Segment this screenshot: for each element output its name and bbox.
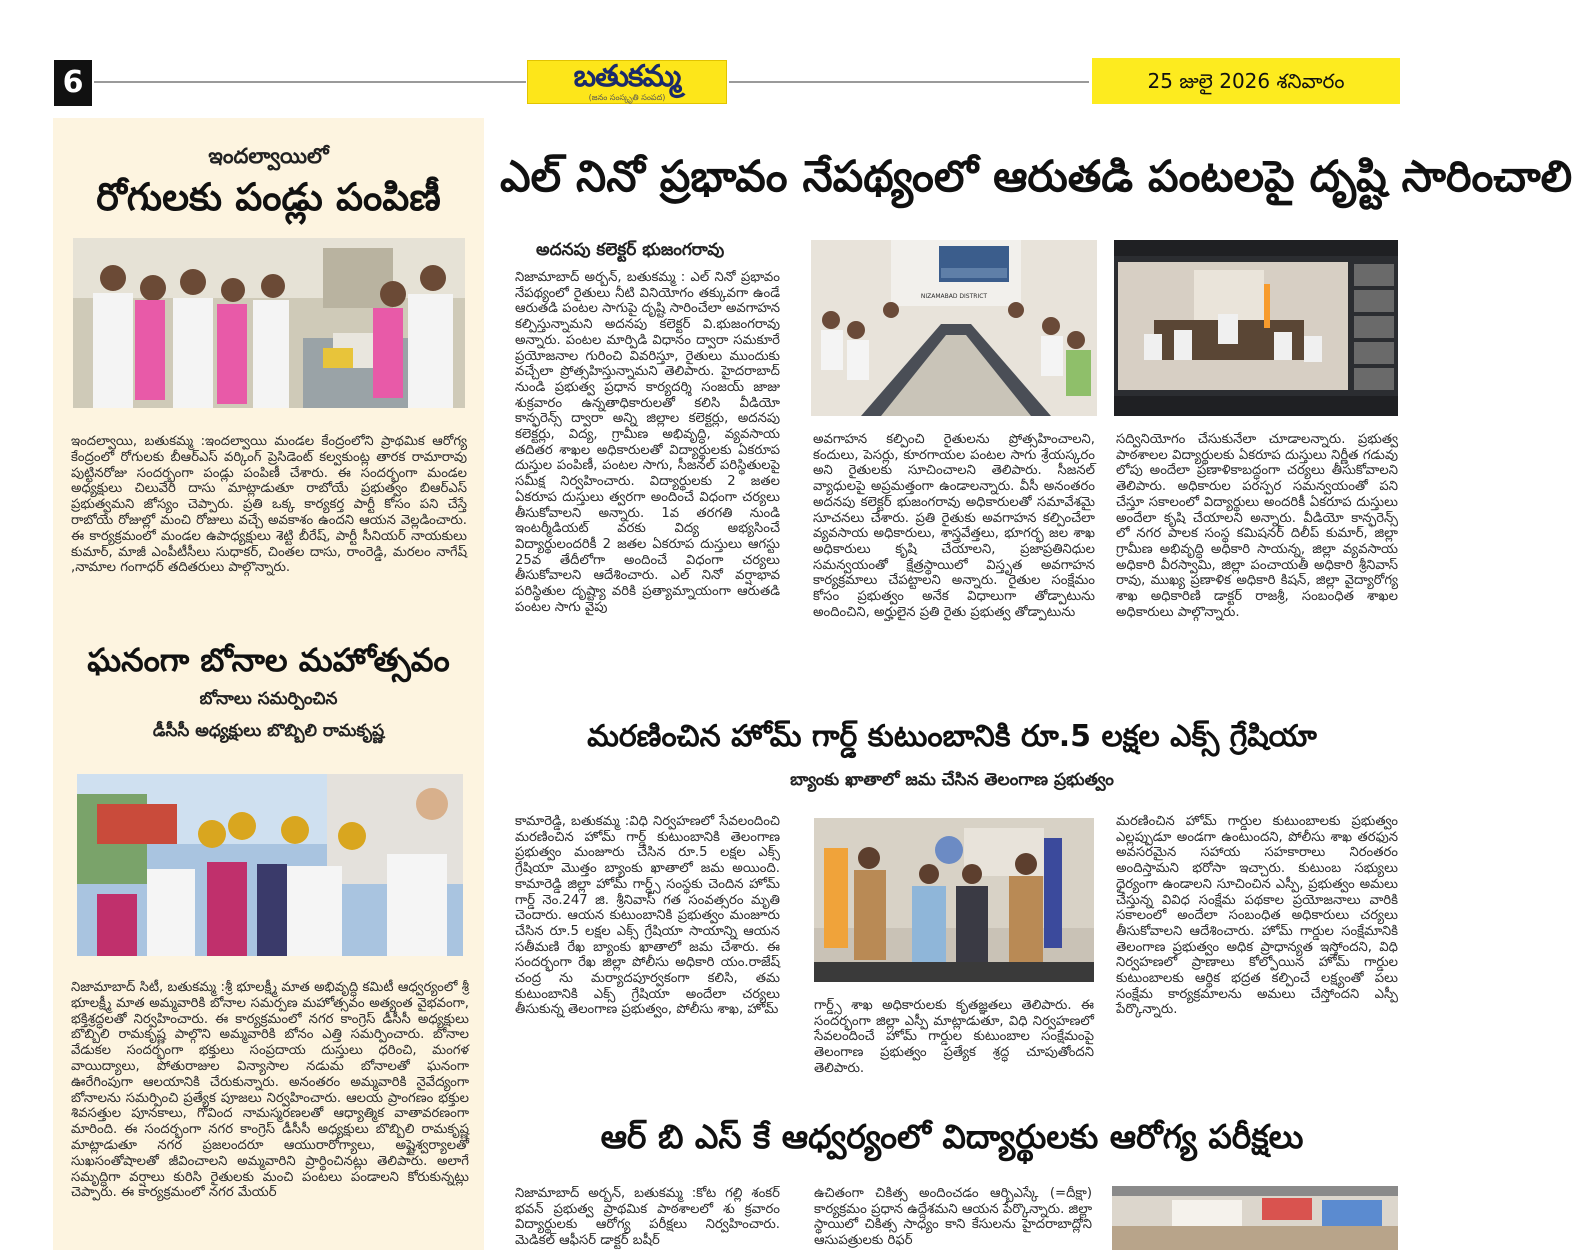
page-number: 6 (54, 60, 92, 106)
story2-body: నిజామాబాద్ సిటీ, బతుకమ్మ :శ్రీ భూలక్ష్మీ మాత అభివృద్ధి కమిటీ ఆధ్వర్యంలో శ్రీ భూలక్ష్మీ మాత అమ్మవారికి బోనాల సమర్పణ మహోత్సవం అత్యంత వైభవంగా, భక్తిశ్రద్ధలతో నిర్వహించారు. ఈ కార్యక్రమంలో నగర కాంగ్రెస్ డీసీసీ అధ్యక్షులు బొబ్బిలి రామకృష్ణ పాల్గొని అమ్మవారికి బోనం ఎత్తి సమర్పించారు. బోనాల వేడుకల సందర్భంగా భక్తులు సంప్రదాయ దుస్తులు ధరించి, మంగళ వాయిద్యాలు, పోతురాజుల విన్యాసాల నడుమ బోనాలతో ఘనంగా ఊరేగింపుగా ఆలయానికి చేరుకున్నారు. అనంతరం అమ్మవారికి నైవేద్యంగా బోనాలను సమర్పించి ప్రత్యేక పూజలు నిర్వహించారు. ఆలయ ప్రాంగణం భక్తుల శివసత్తుల పూనకాలు, గోవింద నామస్మరణలతో ఆధ్యాత్మిక వాతావరణంగా మారింది. ఈ సందర్భంగా నగర కాంగ్రెస్ డీసీసీ అధ్యక్షులు బొబ్బిలి రామకృష్ణ మాట్లాడుతూ నగర ప్రజలందరూ ఆయురారోగ్యాలు, అష్టైశ్వర్యాలతో సుఖసంతోషాలతో జీవించాలని అమ్మవారిని ప్రార్థించినట్లు తెలిపారు. అలాగే సమృద్ధిగా వర్షాలు కురిసి రైతులకు మంచి పంటలు పండాలని కోరుకున్నట్లు చెప్పారు. ఈ కార్యక్రమంలో నగర మేయర్ (71, 980, 469, 1201)
story3-col2: అవగాహన కల్పించి రైతులను ప్రోత్సహించాలని, కందులు, పెసర్లు, కూరగాయల పంటల సాగు శ్రేయస్కరం అని రైతులకు సూచించాలని తెలిపారు. సీజనల్ వ్యాధులపై అప్రమత్తంగా ఉండాలన్నారు. వీసీ అనంతరం అదనపు కలెక్టర్ భుజంగరావు అధికారులతో సమావేశమై సూచనలు చేశారు. ప్రతి రైతుకు అవగాహన కల్పించేలా వ్యవసాయ అధికారులు, శాస్త్రవేత్తలు, భూగర్భ జల శాఖ అధికారులు కృషి చేయాలని, ప్రజాప్రతినిధుల సమన్వయంతో క్షేత్రస్థాయిలో విస్తృత అవగాహన కార్యక్రమాలు చేపట్టాలని అన్నారు. రైతుల సంక్షేమం కోసం ప్రభుత్వం అనేక విధాలుగా తోడ్పాటును అందించిని, అర్హులైన ప్రతి రైతు ప్రభుత్వ తోడ్పాటును (813, 432, 1095, 620)
story1-body: ఇందల్వాయి, బతుకమ్మ :ఇందల్వాయి మండల కేంద్రంలోని ప్రాథమిక ఆరోగ్య కేంద్రంలో రోగులకు బీఆర్ఎస్ వర్కింగ్ ప్రెసిడెంట్ కల్వకుంట్ల తారక రామారావు పుట్టినరోజు సందర్భంగా పండ్లు పంపిణీ చేశారు. ఈ సందర్భంగా మండల అధ్యక్షులు చిలువేరి దాసు మాట్లాడుతూ రాబోయే ప్రభుత్వం బిఆర్ఎస్ ప్రభుత్వమని జోస్యం చెప్పారు. ప్రతి ఒక్క కార్యకర్త పార్టీ కోసం పని చేస్తే రాబోయే రోజుల్లో మంచి రోజులు వచ్చే అవకాశం ఉందని ఆయన వెల్లడించారు. ఈ కార్యక్రమంలో మండల ఉపాధ్యక్షులు శెట్టి బీరేష్, పార్టీ సీనియర్ నాయకులు కుమార్, మాజీ ఎంపీటీసీలు సుధాకర్, చింతల దాసు, రాంరెడ్డి, మరలం నాగేష్ ,నామాల గంగాధర్ తదితరులు పాల్గొన్నారు. (71, 434, 467, 576)
story3-col1: నిజామాబాద్ అర్బన్, బతుకమ్మ : ఎల్ నినో ప్రభావం నేపథ్యంలో రైతులు నీటి వినియోగం తక్కువగా ఉండే ఆరుతడి పంటల సాగుపై దృష్టి సారించేలా అవగాహన కల్పిస్తున్నామని అదనపు కలెక్టర్ వి.భుజంగరావు అన్నారు. పంటల మార్పిడి విధానం ద్వారా సమకూరే ప్రయోజనాల గురించి వివరిస్తూ, రైతులు ముందుకు వచ్చేలా ప్రోత్సహిస్తున్నామని తెలిపారు. హైదరాబాద్ నుండి ప్రభుత్వ ప్రధాన కార్యదర్శి సంజయ్ జాజు శుక్రవారం ఉన్నతాధికారులతో కలిసి వీడియో కాన్ఫరెన్స్ ద్వారా అన్ని జిల్లాల కలెక్టర్లు, అదనపు కలెక్టర్లు, విద్య, గ్రామీణ అభివృద్ధి, వ్యవసాయ తదితర శాఖల అధికారులతో విద్యార్థులకు ఏకరూప దుస్తుల పంపిణీ, పంటల సాగు, సీజనల్ పరిస్థితులపై సమీక్ష నిర్వహించారు. విద్యార్థులకు 2 జతల ఏకరూప దుస్తులు త్వరగా అందించే విధంగా చర్యలు తీసుకోవాలని అన్నారు. 1వ తరగతి నుండి ఇంటర్మీడియట్ వరకు విద్య అభ్యసించే విద్యార్థులందరికీ 2 జతల ఏకరూప దుస్తులు ఆగస్టు 25వ తేదీలోగా అందించే విధంగా చర్యలు తీసుకోవాలని ఆదేశించారు. ఎల్ నినో వర్షాభావ పరిస్థితుల దృష్ట్యా వరికి ప్రత్యామ్నాయంగా ఆరుతడి పంటల సాగు వైపు (515, 270, 780, 615)
story4-col3: మరణించిన హోమ్ గార్డుల కుటుంబాలకు ప్రభుత్వం ఎల్లప్పుడూ అండగా ఉంటుందని, పోలీసు శాఖ తరఫున అవసరమైన సహాయ సహకారాలు నిరంతరం అందిస్తామని భరోసా ఇచ్చారు. కుటుంబ సభ్యులు ధైర్యంగా ఉండాలని సూచించిన ఎస్పీ, ప్రభుత్వం అమలు చేస్తున్న వివిధ సంక్షేమ పథకాల ప్రయోజనాలు వారికి సకాలంలో అందేలా సంబంధిత అధికారులు చర్యలు తీసుకోవాలని ఆదేశించారు. హోమ్ గార్డుల సంక్షేమానికి తెలంగాణ ప్రభుత్వం అధిక ప్రాధాన్యత ఇస్తోందని, విధి నిర్వహణలో ప్రాణాలు కోల్పోయిన హోమ్ గార్డుల కుటుంబాలకు ఆర్థిక భద్రత కల్పించే లక్ష్యంతో పలు సంక్షేమ కార్యక్రమాలను అమలు చేస్తోందని ఎస్పీ పేర్కొన్నారు. (1116, 814, 1398, 1018)
header-rule-left (94, 81, 526, 83)
story4-headline: మరణించిన హోమ్ గార్డ్ కుటుంబానికి రూ.5 లక్షల ఎక్స్ గ్రేషియా (587, 719, 1317, 754)
story5-col2: ఉచితంగా చికిత్స అందించడం ఆర్బిఎస్కే (=దీక్షా) కార్యక్రమం ప్రధాన ఉద్దేశమని ఆయన పేర్కొన్నారు. జిల్లా స్థాయిలో చికిత్స సాధ్యం కాని కేసులను హైదరాబాద్లోని ఆసుపత్రులకు రిఫర్ (814, 1186, 1092, 1249)
story3-photo-banner: NIZAMABAD DISTRICT (920, 293, 988, 300)
story4-col1: కామారెడ్డి, బతుకమ్మ :విధి నిర్వహణలో సేవలందించి మరణించిన హోమ్ గార్డ్ కుటుంబానికి తెలంగాణ ప్రభుత్వం మంజూరు చేసిన రూ.5 లక్షల ఎక్స్ గ్రేషియా మొత్తం బ్యాంకు ఖాతాలో జమ అయింది. కామారెడ్డి జిల్లా హోమ్ గార్డ్స్ సంస్థకు చెందిన హోమ్ గార్డ్ నెం.247 జి. శ్రీనివాస్ గత సంవత్సరం మృతి చెందారు. ఆయన కుటుంబానికి ప్రభుత్వం మంజూరు చేసిన రూ.5 లక్షల ఎక్స్ గ్రేషియా సాయాన్ని ఆయన సతీమణి రేఖ బ్యాంకు ఖాతాలో జమ చేశారు. ఈ సందర్భంగా రేఖ జిల్లా పోలీసు అధికారి యం.రాజేష్ చంద్ర ను మర్యాదపూర్వకంగా కలిసి, తమ కుటుంబానికి ఎక్స్ గ్రేషియా అందేలా చర్యలు తీసుకున్న తెలంగాణ ప్రభుత్వం, పోలీసు శాఖ, హోమ్ (515, 814, 780, 1018)
story1-kicker: ఇందల్వాయిలో (208, 144, 329, 168)
story5-headline: ఆర్ బి ఎస్ కే ఆధ్వర్యంలో విద్యార్థులకు ఆరోగ్య పరీక్షలు (600, 1117, 1304, 1156)
story3-headline: ఎల్ నినో ప్రభావం నేపథ్యంలో ఆరుతడి పంటలపై దృష్టి సారించాలి (500, 152, 1572, 202)
story2-deck-line2: డీసీసీ అధ్యక్షులు బొబ్బిలి రామకృష్ణ (152, 721, 385, 741)
story3-col3: సద్వినియోగం చేసుకునేలా చూడాలన్నారు. ప్రభుత్వ పాఠశాలల విద్యార్థులకు ఏకరూప దుస్తులు నిర్ణీత గడువు లోపు అందేలా ప్రణాళికాబద్ధంగా చర్యలు తీసుకోవాలని తెలిపారు. అధికారుల పరస్పర సమన్వయంతో పని చేస్తూ సకాలంలో విద్యార్థులు అందరికీ ఏకరూప దుస్తులు అందేలా కృషి చేయాలని అన్నారు. వీడియో కాన్ఫరెన్స్ లో నగర పాలక సంస్థ కమిషనర్ దిలీప్ కుమార్, జిల్లా గ్రామీణ అభివృద్ధి అధికారి సాయన్న, జిల్లా వ్యవసాయ అధికారి వీరస్వామి, జిల్లా పంచాయతీ అధికారి శ్రీనివాస్ రావు, ముఖ్య ప్రణాళిక అధికారి కిషన్, జిల్లా వైద్యారోగ్య శాఖ అధికారిణి డాక్టర్ రాజశ్రీ, సంబంధిత శాఖల అధికారులు పాల్గొన్నారు. (1116, 432, 1398, 620)
story4-deck: బ్యాంకు ఖాతాలో జమ చేసిన తెలంగాణ ప్రభుత్వం (790, 770, 1114, 790)
story2-photo (77, 774, 463, 956)
story5-col1: నిజామాబాద్ అర్బన్, బతుకమ్మ :కోట గల్లి శంకర్ భవన్ ప్రభుత్వ ప్రాథమిక పాఠశాలలో శు క్రవారం విద్యార్థులకు ఆరోగ్య పరీక్షలు నిర్వహించారు. మెడికల్ ఆఫీసర్ డాక్టర్ బషీర్ (515, 1186, 780, 1249)
masthead-name: బతుకమ్మ (573, 59, 681, 94)
left-column (53, 118, 484, 1250)
story2-deck-line1: బోనాలు సమర్పించిన (199, 689, 338, 709)
story1-photo (73, 238, 465, 408)
story4-col2: గార్డ్స్ శాఖ అధికారులకు కృతజ్ఞతలు తెలిపారు. ఈ సందర్భంగా జిల్లా ఎస్పీ మాట్లాడుతూ, విధి నిర్వహణలో సేవలందించే హోమ్ గార్డుల కుటుంబాల సంక్షేమంపై తెలంగాణ ప్రభుత్వం ప్రత్యేక శ్రద్ధ చూపుతోందని తెలిపారు. (814, 998, 1094, 1076)
masthead-tagline: (జనం సంస్కృతి సంపద) (588, 93, 666, 102)
story2-headline: ఘనంగా బోనాల మహోత్సవం (87, 641, 450, 679)
dateline: 25 జులై 2026 శనివారం (1092, 58, 1400, 104)
story5-photo (1112, 1186, 1398, 1250)
masthead-logo (527, 60, 727, 104)
story4-photo (814, 818, 1094, 982)
story3-photo-videocall (1114, 240, 1398, 416)
story3-byline: అదనపు కలెక్టర్ భుజంగరావు (536, 240, 725, 260)
header-rule-right (729, 81, 1089, 83)
story1-headline: రోగులకు పండ్లు పంపిణీ (96, 175, 441, 219)
story3-photo-meeting (811, 240, 1097, 416)
